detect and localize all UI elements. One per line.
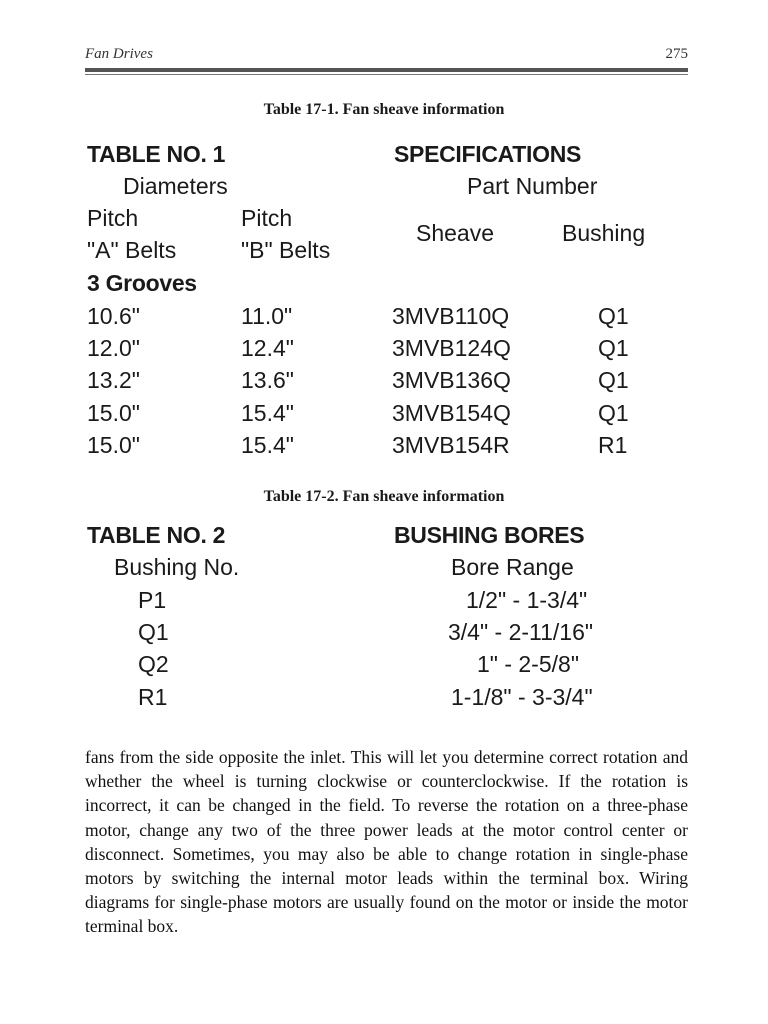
table1-row-sheave: 3MVB154R — [392, 432, 510, 458]
table1-row-a-pitch: 12.0" — [87, 335, 140, 361]
b-belts-label: "B" Belts — [241, 237, 331, 263]
sheave-label: Sheave — [416, 220, 495, 246]
page-number: 275 — [665, 46, 688, 62]
header-rule-thin — [85, 74, 688, 75]
table1-row-a-pitch: 13.2" — [87, 367, 140, 393]
table1-row-b-pitch: 11.0" — [241, 303, 293, 329]
table1-row-a-pitch: 15.0" — [87, 400, 140, 426]
bushing-bores-heading: BUSHING BORES — [394, 522, 585, 548]
table1-row-b-pitch: 15.4" — [241, 400, 294, 426]
table1-row-b-pitch: 15.4" — [241, 432, 294, 458]
table1-row-sheave: 3MVB136Q — [392, 367, 511, 393]
table1-row-sheave: 3MVB154Q — [392, 400, 511, 426]
table1-row-b-pitch: 13.6" — [241, 367, 294, 393]
table2-caption: Table 17-2. Fan sheave information — [263, 488, 505, 505]
table2-row-range: 1" - 2-5/8" — [477, 651, 579, 677]
table2-row-range: 3/4" - 2-11/16" — [448, 619, 594, 645]
table1-caption: Table 17-1. Fan sheave information — [263, 101, 505, 118]
table1-row-bushing: Q1 — [598, 303, 629, 329]
table2-row-bushing: P1 — [138, 587, 167, 613]
table2-row-range: 1-1/8" - 3-3/4" — [451, 684, 593, 710]
table2-row-bushing: R1 — [138, 684, 168, 710]
table1-row-sheave: 3MVB110Q — [392, 303, 510, 329]
bore-range-label: Bore Range — [451, 554, 574, 580]
header-rule-thick — [85, 68, 688, 72]
running-head-title: Fan Drives — [85, 46, 153, 62]
table1-title: TABLE NO. 1 — [87, 141, 226, 167]
body-text: fans from the side opposite the inlet. This will let you determine correct rotation and whether the wheel is turning clockwise or counterclockwise. If the rotation is incorrect, it can be changed in the field. To reverse the rotation on a three-phase motor, change any two of the three power leads at the motor control center or disconnect. Sometimes, you may also be able to change rotation in single-phase motors by switching the internal motor leads within the terminal box. Wiring diagrams for single-phase motors are usually found on the motor or inside the motor terminal box. — [85, 747, 688, 937]
table1-specifications-heading: SPECIFICATIONS — [394, 141, 582, 167]
diameters-label: Diameters — [123, 173, 228, 199]
table1-row-a-pitch: 15.0" — [87, 432, 140, 458]
table2-row-bushing: Q1 — [138, 619, 169, 645]
bushing-label: Bushing — [562, 220, 646, 246]
pitch-b-label: Pitch — [241, 205, 293, 231]
a-belts-label: "A" Belts — [87, 237, 177, 263]
pitch-a-label: Pitch — [87, 205, 139, 231]
table1-row-b-pitch: 12.4" — [241, 335, 294, 361]
table1-row-bushing: R1 — [598, 432, 628, 458]
grooves-label: 3 Grooves — [87, 270, 197, 296]
table2-row-range: 1/2" - 1-3/4" — [466, 587, 588, 613]
table1-row-sheave: 3MVB124Q — [392, 335, 511, 361]
body-paragraph — [85, 745, 688, 939]
table1-row-bushing: Q1 — [598, 367, 629, 393]
table1-row-a-pitch: 10.6" — [87, 303, 140, 329]
table2-title: TABLE NO. 2 — [87, 522, 226, 548]
table1-row-bushing: Q1 — [598, 400, 629, 426]
bushing-no-label: Bushing No. — [114, 554, 240, 580]
part-number-label: Part Number — [467, 173, 598, 199]
table1-row-bushing: Q1 — [598, 335, 629, 361]
table2-row-bushing: Q2 — [138, 651, 169, 677]
